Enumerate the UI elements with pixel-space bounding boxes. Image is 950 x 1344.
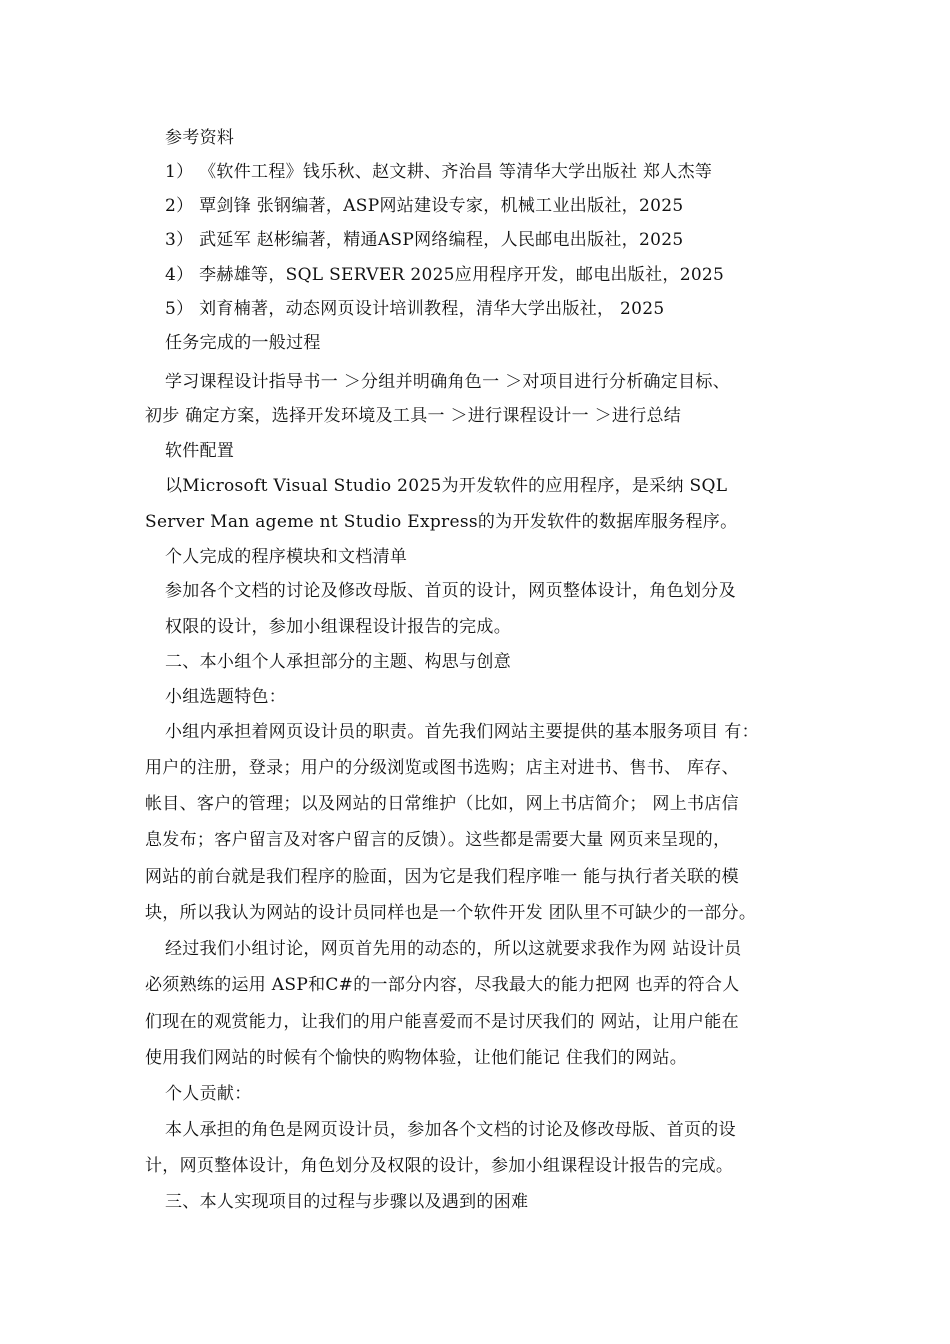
reference-item-1: 1） 《软件工程》钱乐秋、赵文耕、齐治昌 等清华大学出版社 郑人杰等 [165, 162, 713, 182]
heading-references: 参考资料 [165, 128, 235, 148]
reference-item-4: 4） 李赫雄等，SQL SERVER 2025应用程序开发，邮电出版社，2025 [165, 265, 725, 285]
paragraph-line: 学习课程设计指导书一 ＞分组并明确角色一 ＞对项目进行分析确定目标、 [165, 372, 731, 392]
heading-group-features: 小组选题特色： [165, 687, 287, 707]
paragraph-line: 块，所以我认为网站的设计员同样也是一个软件开发 团队里不可缺少的一部分。 [145, 903, 757, 923]
reference-item-3: 3） 武延军 赵彬编著，精通ASP网络编程，人民邮电出版社，2025 [165, 230, 684, 250]
heading-general-process: 任务完成的一般过程 [165, 333, 321, 353]
paragraph-line: 参加各个文档的讨论及修改母版、首页的设计，网页整体设计，角色划分及 [165, 581, 736, 601]
paragraph-line: 使用我们网站的时候有个愉快的购物体验，让他们能记 住我们的网站。 [145, 1048, 688, 1068]
section-heading-2: 二、本小组个人承担部分的主题、构思与创意 [165, 652, 511, 672]
paragraph-line: 计，网页整体设计，角色划分及权限的设计，参加小组课程设计报告的完成。 [145, 1156, 734, 1176]
reference-item-5: 5） 刘育楠著，动态网页设计培训教程，清华大学出版社， 2025 [165, 299, 665, 319]
paragraph-line: Server Man ageme nt Studio Express的为开发软件的数据库服务程序。 [145, 512, 738, 532]
paragraph-line: 帐目、客户的管理；以及网站的日常维护（比如，网上书店简介； 网上书店信 [145, 794, 739, 814]
paragraph-line: 们现在的观赏能力，让我们的用户能喜爱而不是讨厌我们的 网站，让用户能在 [145, 1012, 739, 1032]
paragraph-line: 初步 确定方案，选择开发环境及工具一 ＞进行课程设计一 ＞进行总结 [145, 406, 682, 426]
paragraph-line: 小组内承担着网页设计员的职责。首先我们网站主要提供的基本服务项目 有： [165, 722, 759, 742]
heading-software-config: 软件配置 [165, 441, 235, 461]
paragraph-line: 息发布；客户留言及对客户留言的反馈）。这些都是需要大量 网页来呈现的， [145, 830, 731, 850]
heading-personal-contribution: 个人贡献： [165, 1084, 252, 1104]
paragraph-line: 经过我们小组讨论，网页首先用的动态的，所以这就要求我作为网 站设计员 [165, 939, 742, 959]
section-heading-3: 三、本人实现项目的过程与步骤以及遇到的困难 [165, 1192, 529, 1212]
paragraph-line: 用户的注册，登录；用户的分级浏览或图书选购；店主对进书、售书、 库存、 [145, 758, 739, 778]
paragraph-line: 网站的前台就是我们程序的脸面，因为它是我们程序唯一 能与执行者关联的模 [145, 867, 739, 887]
paragraph-line: 必须熟练的运用 ASP和C#的一部分内容，尽我最大的能力把网 也弄的符合人 [145, 975, 740, 995]
paragraph-line: 本人承担的角色是网页设计员，参加各个文档的讨论及修改母版、首页的设 [165, 1120, 736, 1140]
paragraph-line: 以Microsoft Visual Studio 2025为开发软件的应用程序，是采纳 SQL [165, 476, 728, 496]
heading-module-list: 个人完成的程序模块和文档清单 [165, 547, 408, 567]
reference-item-2: 2） 覃剑锋 张钢编著，ASP网站建设专家，机械工业出版社，2025 [165, 196, 684, 216]
paragraph-line: 权限的设计，参加小组课程设计报告的完成。 [165, 617, 511, 637]
